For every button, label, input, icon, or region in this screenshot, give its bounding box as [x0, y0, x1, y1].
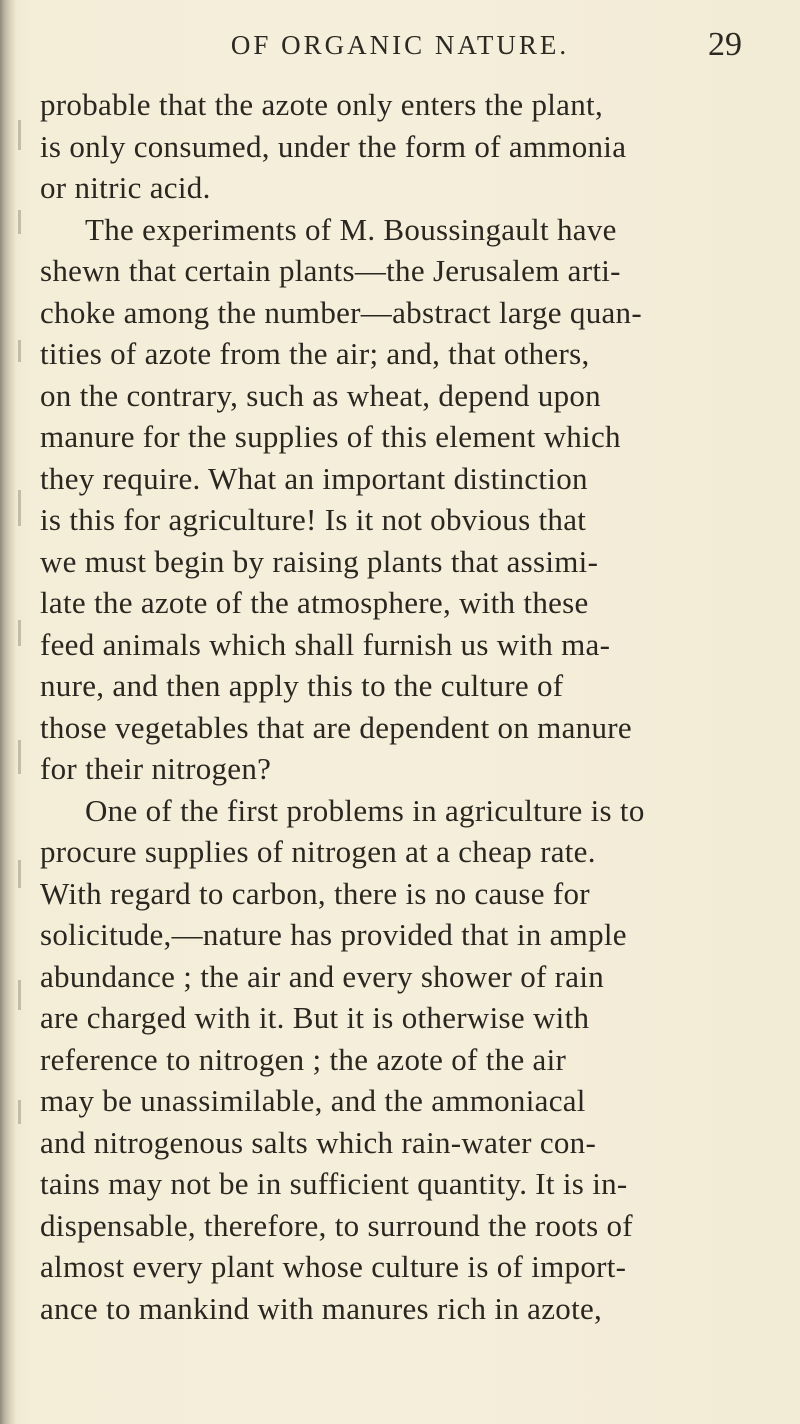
- text-line: dispensable, therefore, to surround the roots of: [40, 1207, 633, 1243]
- text-line: shewn that certain plants—the Jerusalem arti-: [40, 253, 621, 288]
- text-line: tains may not be in sufficient quantity. It is in-: [40, 1166, 628, 1201]
- body-text: [40, 84, 740, 1329]
- text-line: tities of azote from the air; and, that others,: [40, 336, 590, 371]
- text-line: are charged with it. But it is otherwise with: [40, 1000, 590, 1035]
- text-line: choke among the number—abstract large quan-: [40, 294, 642, 330]
- text-line: those vegetables that are dependent on manure: [40, 709, 632, 745]
- text-line: late the azote of the atmosphere, with these: [40, 585, 589, 620]
- text-line: abundance ; the air and every shower of rain: [40, 958, 605, 994]
- text-line: on the contrary, such as wheat, depend upon: [40, 377, 601, 413]
- edge-mark: [18, 980, 21, 1010]
- text-line: they require. What an important distinction: [40, 460, 588, 496]
- edge-mark: [18, 1100, 21, 1124]
- text-line: ance to mankind with manures rich in azote,: [40, 1290, 603, 1326]
- paragraph-start-line: The experiments of M. Boussingault have: [85, 211, 617, 247]
- text-line: procure supplies of nitrogen at a cheap rate.: [40, 834, 596, 869]
- page-number: 29: [708, 26, 742, 63]
- page-gutter: [0, 0, 16, 1424]
- edge-mark: [18, 120, 21, 150]
- text-line: feed animals which shall furnish us with ma-: [40, 626, 611, 662]
- page-header: [0, 22, 800, 68]
- edge-mark: [18, 740, 21, 774]
- text-line: may be unassimilable, and the ammoniacal: [40, 1083, 586, 1118]
- text-line: we must begin by raising plants that assimi-: [40, 543, 599, 579]
- text-line: and nitrogenous salts which rain-water con-: [40, 1124, 597, 1160]
- text-line: nure, and then apply this to the culture of: [40, 668, 564, 703]
- text-line: is this for agriculture! Is it not obvious that: [40, 502, 587, 537]
- text-line: or nitric acid.: [40, 170, 211, 205]
- edge-mark: [18, 490, 21, 526]
- text-line: manure for the supplies of this element which: [40, 419, 621, 454]
- edge-mark: [18, 620, 21, 646]
- text-line: solicitude,—nature has provided that in ample: [40, 917, 627, 952]
- edge-mark: [18, 340, 21, 362]
- text-line: With regard to carbon, there is no cause for: [40, 875, 590, 911]
- text-line: almost every plant whose culture is of import-: [40, 1249, 627, 1284]
- binding-edge-marks: [18, 100, 28, 1300]
- edge-mark: [18, 860, 21, 888]
- text-line: for their nitrogen?: [40, 751, 272, 786]
- running-head: OF ORGANIC NATURE.: [230, 30, 570, 60]
- text-line: is only consumed, under the form of ammonia: [40, 128, 627, 164]
- text-line: reference to nitrogen ; the azote of the air: [40, 1041, 567, 1077]
- text-line: probable that the azote only enters the plant,: [40, 87, 603, 122]
- paragraph-start-line: One of the first problems in agriculture is to: [85, 792, 645, 828]
- edge-mark: [18, 210, 21, 234]
